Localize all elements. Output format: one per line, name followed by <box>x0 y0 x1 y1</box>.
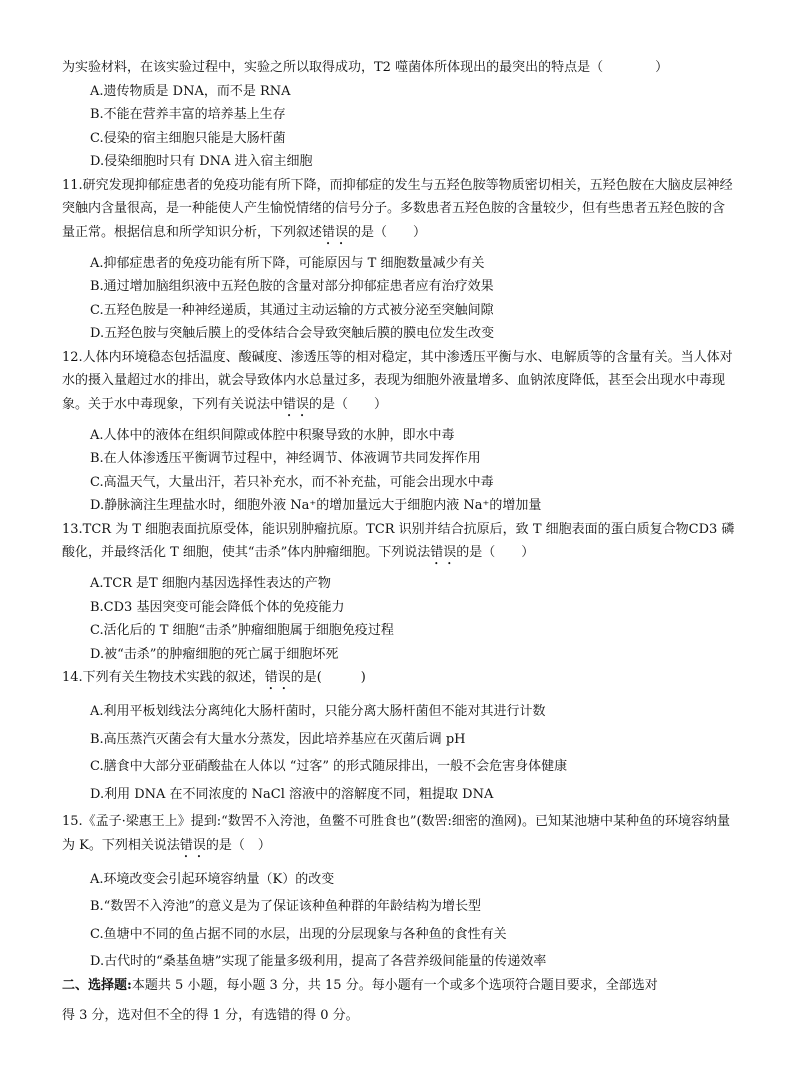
q12-emphasis: 错误 <box>283 396 310 412</box>
q12-stem-post: 的是（ ） <box>309 396 388 412</box>
q15-stem-post: 的是（ ） <box>205 837 271 853</box>
q15-emphasis: 错误 <box>179 837 206 853</box>
q15-stem-pre: 15.《孟子·梁惠王上》提到:“数罟不入洿池，鱼鳖不可胜食也”(数罟:细密的渔网)。已知某池塘中某种鱼的环境容纳量为 K。下列相关说法 <box>62 814 731 853</box>
section2-text-b: 得 3 分，选对但不全的得 1 分，有选错的得 0 分。 <box>62 1008 359 1023</box>
q14-stem <box>62 666 736 693</box>
q14-option-b: B.高压蒸汽灭菌会有大量水分蒸发，因此培养基应在灭菌后调 pH <box>90 731 466 747</box>
q10-option-c: C.侵染的宿主细胞只能是大肠杆菌 <box>90 130 286 146</box>
q11-stem <box>62 174 736 248</box>
q11-emphasis: 错误 <box>322 224 349 240</box>
q15-stem <box>62 810 736 861</box>
q11-stem-post: 的是（ ） <box>348 224 427 240</box>
q12-option-d: D.静脉滴注生理盐水时，细胞外液 Na⁺的增加量远大于细胞内液 Na⁺的增加量 <box>90 498 542 513</box>
q10-stem: 为实验材料，在该实验过程中，实验之所以取得成功，T2 噬菌体所体现出的最突出的特点是（ ） <box>62 60 669 75</box>
q13-option-d: D.被“击杀”的肿瘤细胞的死亡属于细胞坏死 <box>90 646 339 662</box>
q10-option-d: D.侵染细胞时只有 DNA 进入宿主细胞 <box>90 154 313 169</box>
q13-option-b: B.CD3 基因突变可能会降低个体的免疫能力 <box>90 599 345 615</box>
q14-stem-post: 的是( ) <box>290 670 366 685</box>
q14-stem-pre: 14.下列有关生物技术实践的叙述， <box>62 670 265 685</box>
q12-option-c: C.高温天气，大量出汗，若只补充水，而不补充盐，可能会出现水中毒 <box>90 474 494 490</box>
q14-option-d: D.利用 DNA 在不同浓度的 NaCl 溶液中的溶解度不同，粗提取 DNA <box>90 786 494 802</box>
q12-stem-pre: 12.人体内环境稳态包括温度、酸碱度、渗透压等的相对稳定，其中渗透压平衡与水、电解质等的含量有关。当人体对水的摄入量超过水的排出，就会导致体内水总量过多，表现为细胞外液量增多、血钠浓度降低，甚至会出现水中毒现象。关于水中毒现象，下列有关说法中 <box>62 349 733 412</box>
q13-stem-pre: 13.TCR 为 T 细胞表面抗原受体，能识别肿瘤抗原。TCR 识别并结合抗原后，致 T 细胞表面的蛋白质复合物CD3 磷酸化，并最终活化 T 细胞，使其“击杀”体内肿瘤细胞。下列说法 <box>62 521 735 560</box>
q14-emphasis: 错误 <box>264 670 291 685</box>
q11-option-b: B.通过增加脑组织液中五羟色胺的含量对部分抑郁症患者应有治疗效果 <box>90 279 494 294</box>
q13-emphasis: 错误 <box>430 545 457 560</box>
q13-option-c: C.活化后的 T 细胞“击杀”肿瘤细胞属于细胞免疫过程 <box>90 623 394 638</box>
q11-option-c: C.五羟色胺是一种神经递质，其通过主动运输的方式被分泌至突触间隙 <box>90 302 494 318</box>
q12-option-a: A.人体中的液体在组织间隙或体腔中积聚导致的水肿，即水中毒 <box>90 427 455 443</box>
section2-instructions <box>62 974 736 998</box>
q14-option-a: A.利用平板划线法分离纯化大肠杆菌时，只能分离大肠杆菌但不能对其进行计数 <box>90 704 546 719</box>
q12-option-b: B.在人体渗透压平衡调节过程中，神经调节、体液调节共同发挥作用 <box>90 451 481 466</box>
q11-option-d: D.五羟色胺与突触后膜上的受体结合会导致突触后膜的膜电位发生改变 <box>90 326 495 341</box>
q10-option-b: B.不能在营养丰富的培养基上生存 <box>90 107 286 122</box>
q15-option-d: D.古代时的“桑基鱼塘”实现了能量多级利用，提高了各营养级间能量的传递效率 <box>90 954 547 969</box>
q12-stem <box>62 346 736 420</box>
q13-stem-post: 的是（ ） <box>456 545 535 560</box>
q10-option-a: A.遗传物质是 DNA，而不是 RNA <box>90 83 291 99</box>
q13-option-a: A.TCR 是T 细胞内基因选择性表达的产物 <box>90 576 331 591</box>
q15-option-c: C.鱼塘中不同的鱼占据不同的水层，出现的分层现象与各种鱼的食性有关 <box>90 926 507 942</box>
q15-option-a: A.环境改变会引起环境容纳量（K）的改变 <box>90 871 335 887</box>
section2-heading: 二、选择题: <box>62 977 132 993</box>
section2-text-a: 本题共 5 小题，每小题 3 分，共 15 分。每小题有一个或多个选项符合题目要求，全部选对 <box>131 977 658 993</box>
q15-option-b: B.“数罟不入洿池”的意义是为了保证该种鱼种群的年龄结构为增长型 <box>90 899 481 914</box>
q11-option-a: A.抑郁症患者的免疫功能有所下降，可能原因与 T 细胞数量减少有关 <box>90 255 485 271</box>
q13-stem <box>62 518 736 569</box>
q11-stem-pre: 11.研究发现抑郁症患者的免疫功能有所下降，而抑郁症的发生与五羟色胺等物质密切相关，五羟色胺在大脑皮层神经突触内含量很高，是一种能使人产生愉悦情绪的信号分子。多数患者五羟色胺的含量较少，但有些患者五羟色胺的含量正常。根据信息和所学知识分析，下列叙述 <box>62 177 733 240</box>
q14-option-c: C.膳食中大部分亚硝酸盐在人体以 “过客” 的形式随尿排出，一般不会危害身体健康 <box>90 759 568 774</box>
